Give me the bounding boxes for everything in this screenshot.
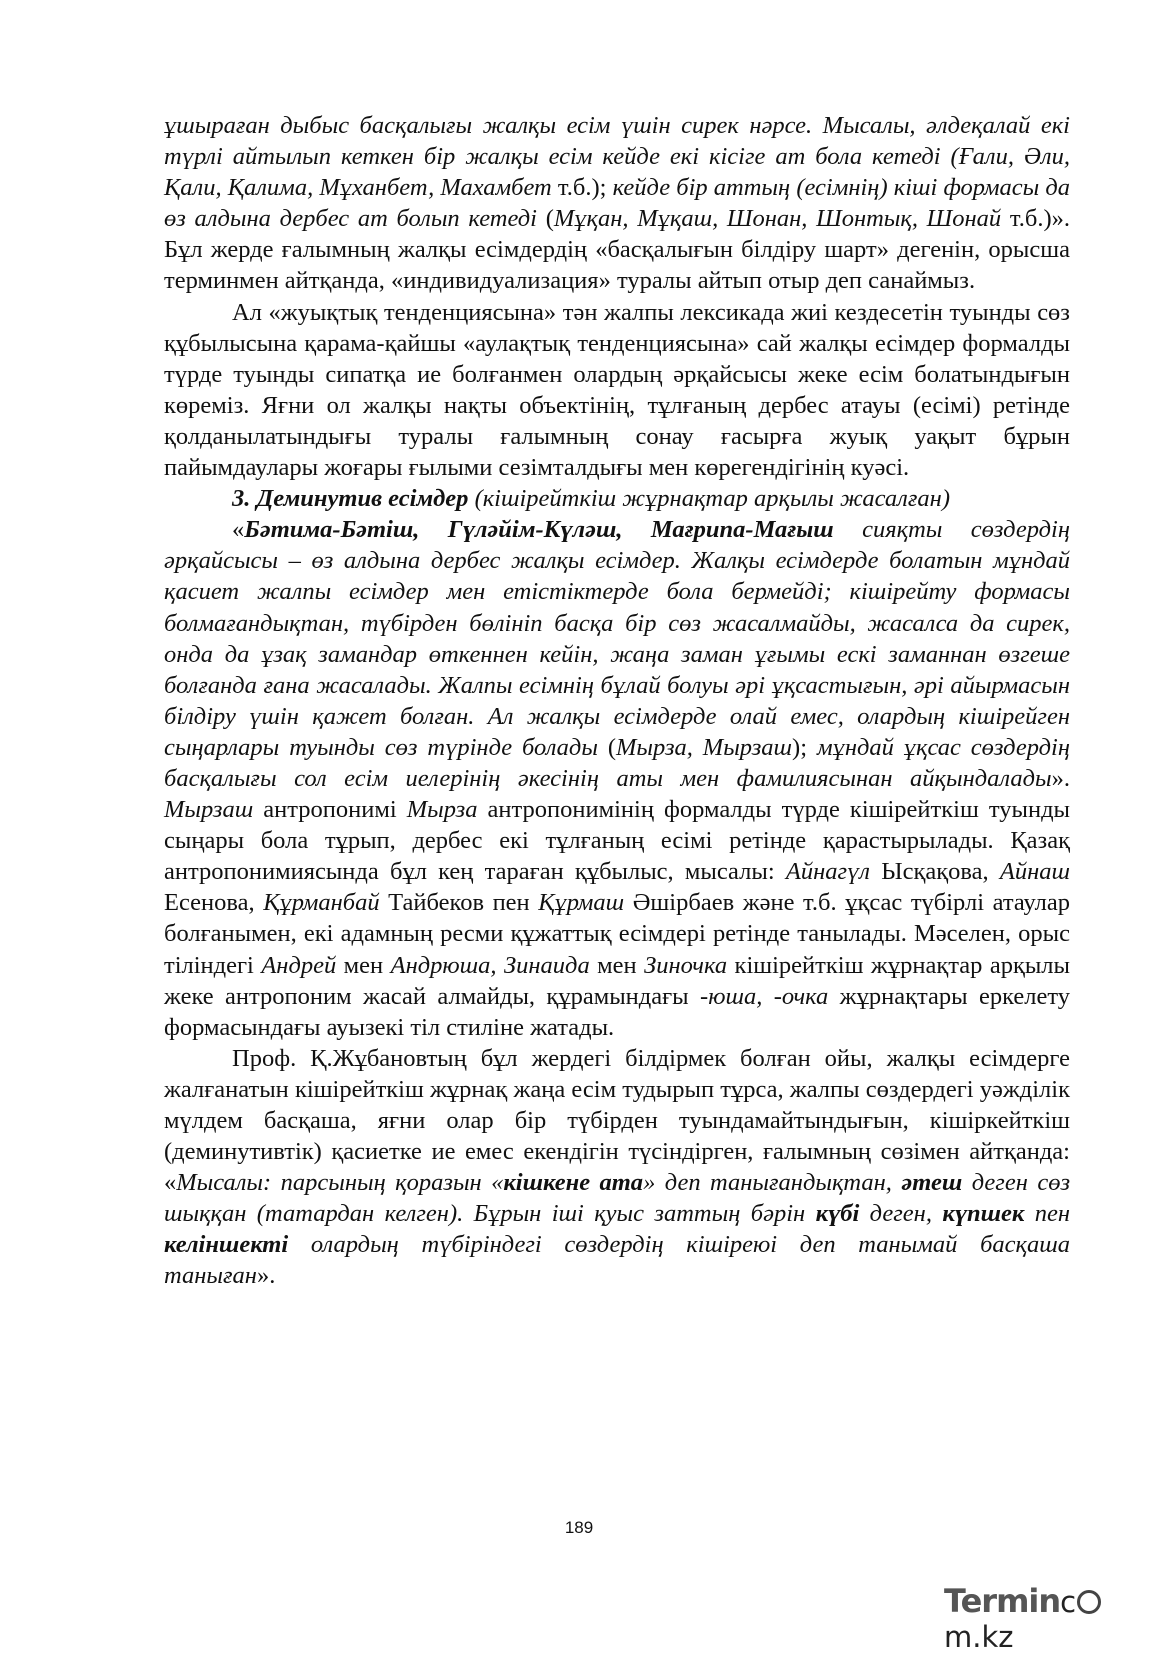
- text-run: антропонимінің формалды түрде кішірейткіш туынды сыңары бола тұрып, дербес екі тұлғаның есімі ретінде қарастырылады. Қазақ антропонимиясында бұл кең тараған құбылыс, мысалы:: [164, 796, 1070, 886]
- text-run: Ысқақова,: [870, 858, 1000, 886]
- text-run: Зиночка: [644, 951, 728, 979]
- paragraph: [164, 514, 1070, 1043]
- watermark-o-icon: [1077, 1590, 1101, 1614]
- text-run: (: [597, 733, 617, 761]
- text-run: Есенова,: [164, 889, 264, 917]
- text-run: Мұқан, Мұқаш, Шонан, Шонтық, Шонай: [553, 205, 1002, 233]
- text-run: мен: [336, 951, 391, 979]
- text-run: деген,: [859, 1200, 943, 1228]
- text-run: Андрюша, Зинаида: [390, 951, 590, 979]
- text-run: т.б.);: [551, 174, 613, 202]
- watermark-t: Termin: [944, 1582, 1061, 1620]
- text-run: 3. Деминутив есімдер: [232, 485, 469, 513]
- text-run: әтеш: [901, 1169, 963, 1197]
- text-run: күбі: [815, 1200, 860, 1228]
- watermark-domain: m.kz: [944, 1620, 1014, 1654]
- text-run: Проф. Қ.Жұбановтың бұл жердегі білдірмек болған ойы, жалқы есімдерге жалғанатын кішірейткіш жұрнақ жаңа есім тудырып тұрса, жалпы сөздердегі уәжділік мүлдем басқаша, яғни олар бір түбірден туындамайтындығын, кішіркейткіш (деминутивтік) қасиетке ие емес екендігін түсіндірген, ғалымның сөзімен айтқанда: «: [164, 1044, 1070, 1197]
- watermark-c: c: [1060, 1585, 1077, 1619]
- text-run: Тайбеков пен: [379, 889, 539, 917]
- text-run: Ғали, Әли, Қали, Қалима, Мұханбет, Махамбет: [164, 143, 1070, 202]
- text-run: Андрей: [261, 951, 337, 979]
- paragraph: [164, 1043, 1070, 1292]
- text-run: (: [536, 205, 554, 233]
- document-body: [164, 110, 1070, 1292]
- paragraph: [164, 483, 1070, 514]
- text-run: Мырза, Мырзаш: [616, 733, 793, 761]
- text-run: ».: [1051, 764, 1070, 792]
- text-run: Әшірбаев және т.б. ұқсас түбірлі атаулар болғанымен, екі адамның ресми құжаттық есімдері ретінде танылады. Мәселен, орыс тіліндегі: [164, 889, 1070, 979]
- text-run: олардың түбіріндегі сөздердің кішіреюі деп танымай басқаша таныған: [164, 1231, 1070, 1290]
- text-run: мұндай ұқсас сөздердің басқалығы сол есім иелерінің әкесінің аты мен фамилиясынан айқындалады: [164, 733, 1071, 792]
- text-run: Бәтима-Бәтіш, Гүләйім-Күләш, Мағрипа-Мағыш: [244, 516, 834, 544]
- text-run: күпшек: [942, 1200, 1025, 1228]
- text-run: -юша, -очка: [700, 982, 829, 1010]
- text-run: Ал «жуықтық тенденциясына» тән жалпы лексикада жиі кездесетін туынды сөз құбылысына қарама-қайшы «аулақтық тенденциясына» сай жалқы есімдер формалды түрде туынды сипатқа ие болғанмен олардың әрқайсысы жеке есім болатындығын көреміз. Яғни ол жалқы нақты объектінің, тұлғаның дербес атауы (есімі) ретінде қолданылатындығы туралы ғалымның сонау ғасырға жуық уақыт бұрын пайымдаулары жоғары ғылыми сезімталдығы мен көрегендігінің куәсі.: [164, 298, 1070, 482]
- text-run: кішірейткіш жұрнақтар арқылы жеке антропоним жасай алмайды, құрамындағы: [164, 951, 1070, 1010]
- text-run: Айнаш: [999, 858, 1070, 886]
- text-run: ұшыраған дыбыс басқалығы жалқы есім үшін сирек нәрсе. Мысалы, әлдеқалай екі түрлі айтылып кеткен бір жалқы есім кейде екі кісіге ат бола кетеді (: [164, 112, 1070, 171]
- paragraph: [164, 110, 1070, 297]
- text-run: келіншекті: [164, 1231, 289, 1259]
- text-run: деген сөз шыққан (татардан келген). Бұрын іші қуыс заттың бәрін: [164, 1169, 1070, 1228]
- text-run: );: [792, 733, 817, 761]
- text-run: кішкене ата: [503, 1169, 644, 1197]
- text-run: т.б.)». Бұл жерде ғалымның жалқы есімдердің «басқалығын білдіру шарт» дегенін, орысша терминмен айтқанда, «индивидуализация» туралы айтып отыр деп санаймыз.: [164, 205, 1070, 295]
- text-run: Құрмаш: [538, 889, 625, 917]
- text-run: » деп танығандықтан,: [643, 1169, 902, 1197]
- text-run: Мырза: [406, 796, 478, 824]
- text-run: Айнагүл: [785, 858, 870, 886]
- text-run: Құрманбай: [263, 889, 380, 917]
- text-run: жұрнақтары еркелету формасындағы ауызекі тіл стиліне жатады.: [164, 982, 1071, 1041]
- paragraph: [164, 297, 1070, 484]
- text-run: пен: [1024, 1200, 1071, 1228]
- text-run: антропонимі: [253, 796, 407, 824]
- text-run: кейде бір аттың (есімнің) кіші формасы да өз алдына дербес ат болып кетеді: [164, 174, 1070, 233]
- text-run: мен: [589, 951, 645, 979]
- text-run: Мысалы: парсының қоразын «: [176, 1169, 504, 1197]
- watermark-logo: [944, 1582, 1144, 1654]
- text-run: Мырзаш: [164, 796, 254, 824]
- text-run: ».: [256, 1262, 276, 1290]
- page-number: 189: [564, 1518, 594, 1537]
- text-run: «: [232, 516, 245, 544]
- text-run: сияқты сөздердің әрқайсысы – өз алдына дербес жалқы есімдер. Жалқы есімдерде болатын мұндай қасиет жалпы есімдер мен етістіктерде бола бермейді; кішірейту формасы болмағандықтан, түбірден бөлініп басқа бір сөз жасалмайды, жасалса да сирек, онда да ұзақ замандар өткеннен кейін, жаңа заман ұғымы ескі заманнан өзгеше болғанда ғана жасалады. Жалпы есімнің бұлай болуы әрі ұқсастығын, әрі айырмасын білдіру үшін қажет болған. Ал жалқы есімдерде олай емес, олардың кішірейген сыңарлары туынды сөз түрінде болады: [164, 516, 1070, 761]
- text-run: (кішірейткіш жұрнақтар арқылы жасалған): [468, 485, 950, 513]
